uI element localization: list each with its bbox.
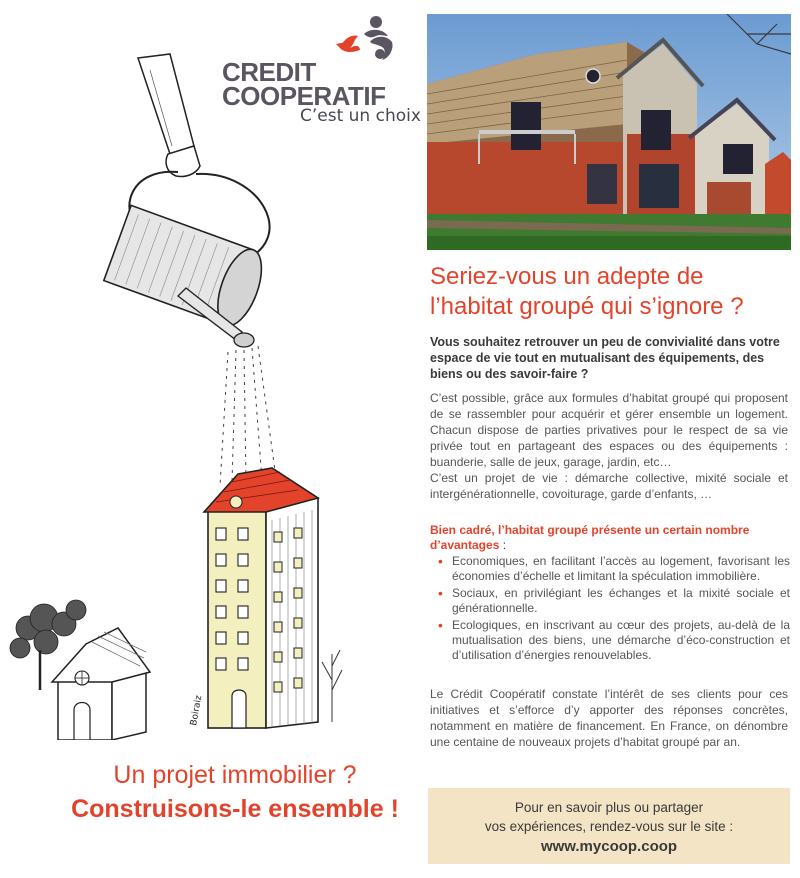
website-link[interactable]: www.mycoop.coop [540,838,678,855]
headline-line1: Seriez-vous un adepte de [430,263,704,290]
info-box-line1: Pour en savoir plus ou partager [514,800,704,815]
article-body [430,390,788,502]
slogan [0,758,470,826]
article-paragraph-1: C’est possible, grâce aux formules d’habitat groupé qui proposent de se rassembler pour acquérir et gérer ensemble un logement. Chacun dispose de parties privatives pour le respect de sa vie privée tout en partageant des espaces ou des équipements : buanderie, salle de jeux, garage, jardin, etc… [430,391,788,469]
list-item: • Ecologiques, en inscrivant au cœur des projets, au-delà de la mutualisation des biens, une démarche d’éco-construction et d’utilisation d’énergies renouvelables. [430,618,790,663]
slogan-line1: Un projet immobilier ? [113,761,357,789]
housing-photo [427,14,791,250]
brand-name-line2: COOPERATIF [222,81,386,111]
list-item: • Sociaux, en privilégiant les échanges et la mixité sociale et générationnelle. [430,586,790,616]
article-intro: Vous souhaitez retrouver un peu de convivialité dans votre espace de vie tout en mutualisant des équipements, des biens ou des savoir-faire ? [430,335,780,381]
info-box-text [428,798,790,836]
grouped-housing-photo-icon [427,14,791,250]
slogan-line2: Construisons-le ensemble ! [71,795,399,823]
artist-signature: Boiraiz [189,694,205,727]
brand-tagline: C’est un choix [300,106,421,126]
info-box [428,788,790,864]
advantages-heading-colon: : [499,538,507,552]
list-item: • Economiques, en facilitant l’accès au logement, favorisant les économies d’échelle et limitant la spéculation immobilière. [430,554,790,584]
article-headline [430,262,790,322]
brand-name-line1: CREDIT [222,57,316,87]
advantages-heading-text: Bien cadré, l’habitat groupé présente un certain nombre d’avantages [430,523,750,552]
advantages-heading [430,523,788,553]
watering-can-building-illustration [0,50,410,740]
info-box-line2: vos expériences, rendez-vous sur le site : [484,819,734,834]
advantages-list [430,554,790,665]
article-closing: Le Crédit Coopératif constate l’intérêt de ses clients pour ces initiatives et s’efforce d’y apporter des réponses concrètes, notamment en matière de financement. En France, on dénombre une centaine de nouveaux projets d’habitat groupé par an. [430,687,788,749]
article-paragraph-2: C’est un projet de vie : démarche collective, mixité sociale et intergénérationnelle, covoiturage, garde d’enfants, … [430,471,788,501]
headline-line2: l’habitat groupé qui s’ignore ? [430,293,744,320]
